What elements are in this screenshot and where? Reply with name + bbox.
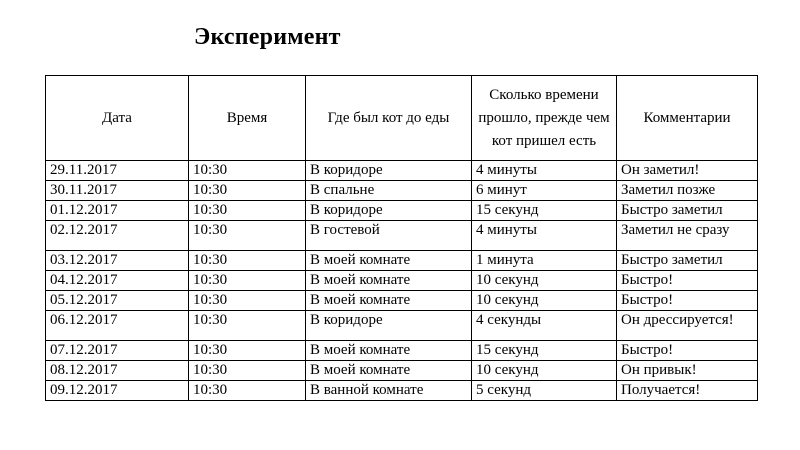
cell-elapsed: 4 минуты [472,221,617,251]
cell-location: В моей комнате [306,271,472,291]
table-row [46,181,758,201]
cell-location: В моей комнате [306,361,472,381]
cell-date: 09.12.2017 [46,381,189,401]
cell-location: В гостевой [306,221,472,251]
cell-date: 08.12.2017 [46,361,189,381]
page-title: Эксперимент [194,24,341,50]
cell-comment: Быстро! [617,341,758,361]
cell-date: 06.12.2017 [46,311,189,341]
cell-comment: Он привык! [617,361,758,381]
cell-location: В коридоре [306,311,472,341]
cell-comment: Заметил позже [617,181,758,201]
table-row [46,291,758,311]
table-row [46,271,758,291]
cell-comment: Быстро! [617,291,758,311]
cell-location: В коридоре [306,201,472,221]
cell-time: 10:30 [189,221,306,251]
cell-time: 10:30 [189,311,306,341]
cell-elapsed: 10 секунд [472,291,617,311]
cell-date: 05.12.2017 [46,291,189,311]
column-header-date: Дата [46,76,189,161]
cell-elapsed: 4 секунды [472,311,617,341]
cell-comment: Получается! [617,381,758,401]
cell-comment: Быстро заметил [617,251,758,271]
cell-comment: Быстро! [617,271,758,291]
cell-elapsed: 10 секунд [472,361,617,381]
cell-location: В моей комнате [306,291,472,311]
cell-comment: Он дрессируется! [617,311,758,341]
cell-time: 10:30 [189,251,306,271]
table-row [46,361,758,381]
experiment-table [45,75,758,401]
table-row [46,201,758,221]
cell-time: 10:30 [189,361,306,381]
cell-location: В спальне [306,181,472,201]
cell-time: 10:30 [189,271,306,291]
column-header-time: Время [189,76,306,161]
cell-location: В коридоре [306,161,472,181]
column-header-comments: Комментарии [617,76,758,161]
table-row [46,381,758,401]
cell-comment: Быстро заметил [617,201,758,221]
table-row [46,221,758,251]
cell-time: 10:30 [189,341,306,361]
cell-elapsed: 15 секунд [472,201,617,221]
cell-location: В ванной комнате [306,381,472,401]
table-row [46,311,758,341]
cell-time: 10:30 [189,181,306,201]
cell-date: 01.12.2017 [46,201,189,221]
cell-date: 03.12.2017 [46,251,189,271]
cell-date: 30.11.2017 [46,181,189,201]
cell-time: 10:30 [189,161,306,181]
cell-location: В моей комнате [306,341,472,361]
cell-elapsed: 6 минут [472,181,617,201]
column-header-elapsed-time: Сколько времени прошло, прежде чем кот пришел есть [472,76,617,161]
cell-time: 10:30 [189,291,306,311]
column-header-location: Где был кот до еды [306,76,472,161]
cell-elapsed: 1 минута [472,251,617,271]
cell-comment: Он заметил! [617,161,758,181]
table-row [46,341,758,361]
table-row [46,161,758,181]
cell-location: В моей комнате [306,251,472,271]
cell-date: 02.12.2017 [46,221,189,251]
cell-date: 04.12.2017 [46,271,189,291]
cell-time: 10:30 [189,201,306,221]
cell-elapsed: 15 секунд [472,341,617,361]
table-header-row [46,76,758,161]
cell-elapsed: 10 секунд [472,271,617,291]
cell-date: 29.11.2017 [46,161,189,181]
cell-elapsed: 4 минуты [472,161,617,181]
cell-date: 07.12.2017 [46,341,189,361]
cell-comment: Заметил не сразу [617,221,758,251]
table-row [46,251,758,271]
cell-elapsed: 5 секунд [472,381,617,401]
cell-time: 10:30 [189,381,306,401]
